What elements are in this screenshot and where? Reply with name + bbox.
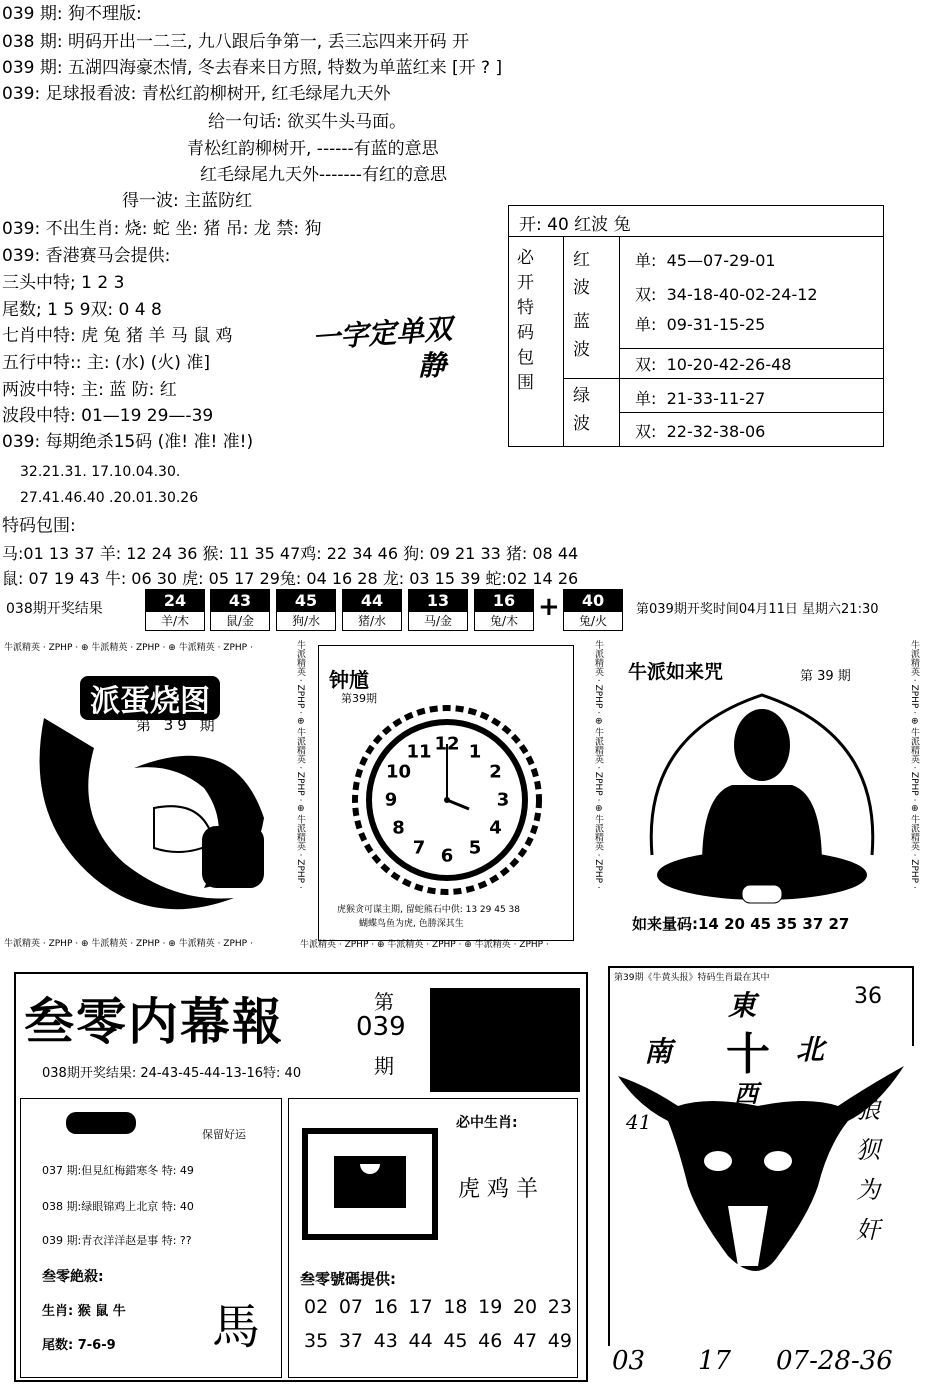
- code-number: 49: [547, 1330, 572, 1352]
- panel2-title: 钟馗: [329, 668, 369, 692]
- clock-number: 5: [468, 837, 482, 859]
- slogan-line-1: 一字定单双: [311, 312, 454, 355]
- sanling-photo: [430, 988, 580, 1092]
- clock-number: 12: [434, 733, 460, 755]
- border-strip-3: 牛派精英 · ZPHP · ⊕ 牛派精英 · ZPHP · ⊕ 牛派精英 · ZPHP ·: [909, 640, 919, 889]
- sanling-pick-2: 038 期:绿眼锦鸡上北京 特: 40: [42, 1200, 194, 1213]
- result-special-ball: 40 兔/火: [563, 589, 623, 631]
- code-number: 43: [373, 1330, 398, 1352]
- clock-number: 8: [392, 817, 405, 839]
- niu-huang-panel: [608, 966, 914, 1382]
- wave-red-single: 单: 45—07-29-01: [635, 251, 776, 270]
- niu-header: 第39期《牛黄头报》特码生肖最在其中: [614, 973, 770, 983]
- sanling-must-animals: 虎 鸡 羊: [458, 1177, 538, 1202]
- panel2-issue: 第39期: [341, 692, 377, 705]
- sanling-juesha: 叁零絶殺:: [42, 1269, 104, 1285]
- niu-dir-east: 東: [728, 989, 757, 1022]
- clock-number: 4: [489, 817, 502, 839]
- kill-numbers-2: 27.41.46.40 .20.01.30.26: [20, 490, 199, 506]
- code-number: 18: [443, 1296, 468, 1318]
- clock-number: 6: [440, 845, 454, 867]
- clock-number: 7: [412, 837, 426, 859]
- wave-box-side: 必 开 特 码 包 围: [517, 248, 534, 393]
- code-number: 17: [408, 1296, 433, 1318]
- result-ball-3: 45 狗/水: [276, 589, 336, 631]
- panel-dan-shao: [4, 640, 300, 948]
- left-line-5: 七肖中特: 虎 兔 猪 羊 马 鼠 鸡: [2, 326, 233, 346]
- sanling-mask-frame: [302, 1128, 438, 1240]
- sanling-result: 038期开奖结果: 24-43-45-44-13-16特: 40: [42, 1066, 302, 1081]
- sanling-issue-num: 039: [356, 1012, 406, 1042]
- wave-green-double: 双: 22-32-38-06: [635, 422, 766, 441]
- results-label: 038期开奖结果: [6, 601, 103, 617]
- panel1-title: 派蛋烧图: [80, 676, 220, 720]
- clock-number: 10: [385, 761, 412, 783]
- panel1-issue: 第 39 期: [136, 716, 219, 734]
- line-issue-title: 039 期: 狗不理版:: [2, 4, 142, 24]
- wave-green-name: 绿 波: [573, 386, 590, 434]
- result-ball-2: 43 鼠/金: [210, 589, 270, 631]
- niu-dir-south: 南: [644, 1035, 673, 1068]
- sanling-weishu: 尾数: 7-6-9: [42, 1338, 116, 1353]
- left-line-9: 039: 每期绝杀15码 (准! 准! 准!): [2, 432, 254, 452]
- wave-box: [508, 205, 884, 447]
- border-strip-2: 牛派精英 · ZPHP · ⊕ 牛派精英 · ZPHP · ⊕ 牛派精英 · ZPHP ·: [593, 640, 603, 889]
- clock-numbers: [319, 704, 574, 904]
- niu-footer-3: 07-28-36: [776, 1346, 893, 1376]
- niu-footer-2: 17: [698, 1346, 732, 1376]
- hint-line-1: 给一句话: 欲买牛头马面。: [208, 112, 407, 132]
- sanling-pick-3: 039 期:青衣洋洋赵是事 特: ??: [42, 1234, 192, 1247]
- code-number: 20: [512, 1296, 538, 1318]
- code-number: 35: [304, 1330, 329, 1352]
- result-ball-1: 24 羊/木: [145, 589, 205, 631]
- next-draw-time: 第039期开奖时间04月11日 星期六21:30: [636, 602, 879, 617]
- sanling-newspaper: [14, 972, 588, 1382]
- niu-dir-ten: 十: [726, 1029, 770, 1080]
- sanling-sub-label: 保留好运: [202, 1128, 246, 1141]
- line-038-poem: 038 期: 明码开出一二三, 九八跟后争第一, 丢三忘四来开码 开: [2, 32, 470, 52]
- slogan-line-2: 静: [418, 349, 447, 382]
- sanling-badge: [66, 1112, 136, 1134]
- left-line-2: 039: 香港赛马会提供:: [2, 246, 171, 266]
- left-line-1: 039: 不出生肖: 烧: 蛇 坐: 猪 吊: 龙 禁: 狗: [2, 219, 322, 239]
- code-number: 37: [338, 1330, 364, 1352]
- niu-number-41: 41: [626, 1110, 652, 1134]
- panel3-title: 牛派如来咒: [628, 661, 724, 683]
- line-football-wave: 039: 足球报看波: 青松红韵柳树开, 红毛绿尾九天外: [2, 84, 391, 104]
- panel3-numbers: 如来量码:14 20 45 35 37 27: [632, 915, 850, 933]
- left-line-3: 三头中特; 1 2 3: [2, 273, 125, 293]
- border-strip-1: 牛派精英 · ZPHP · ⊕ 牛派精英 · ZPHP · ⊕ 牛派精英 · ZPHP ·: [295, 640, 305, 889]
- code-number: 46: [478, 1330, 503, 1352]
- wave-blue-name: 蓝 波: [573, 312, 590, 360]
- left-line-4: 尾数; 1 5 9双: 0 4 8: [2, 300, 162, 320]
- panel3-buddha-image: [622, 675, 900, 915]
- sanling-horse: 馬: [212, 1299, 261, 1355]
- wave-blue-double: 双: 10-20-42-26-48: [635, 355, 792, 374]
- sanling-must-title: 必中生肖:: [456, 1115, 518, 1131]
- line-039-poem: 039 期: 五湖四海豪杰情, 冬去春来日方照, 特数为单蓝红来 [开 ? ]: [2, 58, 503, 78]
- left-line-6: 五行中特:: 主: (水) (火) 准]: [2, 353, 210, 373]
- code-number: 47: [512, 1330, 538, 1352]
- kill-numbers-1: 32.21.31. 17.10.04.30.: [20, 464, 181, 480]
- code-number: 19: [478, 1296, 503, 1318]
- hint-line-4: 得一波: 主蓝防红: [122, 191, 253, 211]
- left-line-8: 波段中特: 01—19 29—-39: [2, 406, 214, 426]
- te-ma-row-1: 马:01 13 37 羊: 12 24 36 猴: 11 35 47鸡: 22 34 46 狗: 09 21 33 猪: 08 44: [2, 544, 579, 563]
- result-ball-4: 44 猪/水: [342, 589, 402, 631]
- sanling-code-title: 叁零號碼提供:: [300, 1270, 396, 1288]
- te-ma-row-2: 鼠: 07 19 43 牛: 06 30 虎: 05 17 29兔: 04 16 28 龙: 03 15 39 蛇:02 14 26: [2, 569, 579, 588]
- wave-green-single: 单: 21-33-11-27: [635, 389, 766, 408]
- panel1-swirl-image: [4, 648, 300, 948]
- wave-red-double: 双: 34-18-40-02-24-12: [635, 285, 818, 304]
- panel1-border-text-bottom: 牛派精英 · ZPHP · ⊕ 牛派精英 · ZPHP · ⊕ 牛派精英 · ZPHP ·: [4, 939, 253, 948]
- niu-dir-west: 西: [734, 1079, 758, 1108]
- clock-number: 3: [496, 789, 510, 811]
- hint-line-2: 青松红韵柳树开, ------有蓝的意思: [187, 139, 439, 159]
- sanling-title: 叁零内幕報: [24, 993, 284, 1051]
- code-number: 45: [443, 1330, 468, 1352]
- result-ball-5: 13 马/金: [408, 589, 468, 631]
- clock-number: 2: [489, 761, 502, 783]
- sanling-codes-row-2: [304, 1330, 572, 1352]
- panel1-border-text-top: 牛派精英 · ZPHP · ⊕ 牛派精英 · ZPHP · ⊕ 牛派精英 · ZPHP ·: [4, 643, 253, 653]
- panel-clock: [318, 645, 574, 941]
- sanling-issue-top: 第: [374, 990, 394, 1014]
- sanling-issue-bottom: 期: [374, 1054, 394, 1078]
- te-ma-title: 特码包围:: [2, 516, 76, 536]
- panel2-caption-2: 蝴蝶鸟鱼为虎, 色勝深其生: [359, 919, 464, 929]
- clock-number: 11: [406, 741, 432, 762]
- sanling-shengxiao: 生肖: 猴 鼠 牛: [42, 1304, 126, 1319]
- hint-line-3: 红毛绿尾九天外-------有红的意思: [200, 165, 447, 185]
- wave-red-name: 红 波: [573, 250, 590, 298]
- code-number: 16: [373, 1296, 398, 1318]
- code-number: 07: [338, 1296, 364, 1318]
- left-line-7: 两波中特: 主: 蓝 防: 红: [2, 380, 177, 400]
- panel-buddha: [622, 645, 900, 941]
- niu-footer-1: 03: [612, 1346, 646, 1376]
- clock-number: 1: [468, 741, 482, 762]
- code-number: 23: [547, 1296, 572, 1318]
- code-number: 44: [408, 1330, 433, 1352]
- sanling-codes-row-1: [304, 1296, 572, 1318]
- wave-box-header: 开: 40 红波 兔: [519, 215, 631, 235]
- panels-border-text-bottom: 牛派精英 · ZPHP · ⊕ 牛派精英 · ZPHP · ⊕ 牛派精英 · ZPHP ·: [300, 940, 549, 950]
- wave-blue-single: 单: 09-31-15-25: [635, 315, 766, 334]
- niu-dir-north: 北: [796, 1033, 825, 1066]
- panel2-caption-1: 虎猴贪可谋主期, 留蛇熊石中供: 13 29 45 38: [337, 905, 521, 915]
- results-plus: +: [538, 592, 560, 622]
- code-number: 02: [304, 1296, 329, 1318]
- sanling-pick-1: 037 期:但見紅梅錯寒冬 特: 49: [42, 1164, 194, 1177]
- panel3-issue: 第 39 期: [800, 669, 851, 684]
- niu-poem: 狼 狈 为 奸: [856, 1096, 880, 1244]
- clock-number: 9: [384, 789, 398, 811]
- niu-number-36: 36: [854, 984, 882, 1009]
- result-ball-6: 16 兔/木: [474, 589, 534, 631]
